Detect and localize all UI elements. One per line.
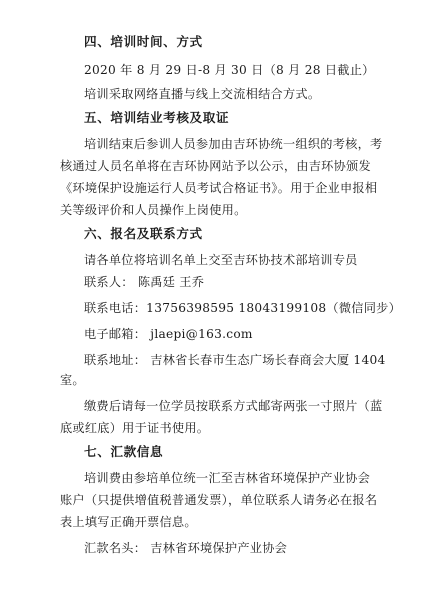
registration-intro-line: 请各单位将培训名单上交至吉环协技术部培训专员 (84, 253, 358, 267)
contact-address-line-1: 联系地址： 吉林省长春市生态广场长春商会大厦 1404 (84, 353, 386, 367)
photo-instruction-line-1: 缴费后请每一位学员按联系方式邮寄两张一寸照片（蓝 (84, 399, 383, 413)
remittance-paragraph-line-2: 账户（只提供增值税普通发票），单位联系人请务必在报名 (60, 493, 378, 507)
section-6-heading: 六、报名及联系方式 (84, 226, 203, 241)
photo-instruction-line-2: 底或红底）用于证书使用。 (60, 421, 210, 435)
assessment-paragraph-line-1: 培训结束后参训人员参加由吉环协统一组织的考核，考 (84, 137, 383, 151)
section-7-heading: 七、汇款信息 (84, 444, 164, 459)
contact-email-line: 电子邮箱： jlaepi@163.com (84, 327, 253, 341)
payee-name-line: 汇款名头： 吉林省环境保护产业协会 (84, 541, 288, 555)
contact-person-line: 联系人： 陈禹廷 王乔 (84, 275, 205, 289)
assessment-paragraph-line-4: 关等级评价和人员操作上岗使用。 (60, 203, 247, 217)
assessment-paragraph-line-3: 《环境保护设施运行人员考试合格证书》。用于企业申报相 (60, 181, 378, 195)
assessment-paragraph-line-2: 核通过人员名单将在吉环协网站予以公示，由吉环协颁发 (60, 159, 371, 173)
training-method-line: 培训采取网络直播与线上交流相结合方式。 (84, 87, 321, 101)
training-date-line: 2020 年 8 月 29 日-8 月 30 日（8 月 28 日截止） (84, 63, 375, 77)
remittance-paragraph-line-3: 表上填写正确开票信息。 (60, 515, 197, 529)
contact-address-line-2: 室。 (60, 373, 85, 387)
section-4-heading: 四、培训时间、方式 (84, 34, 203, 49)
contact-phone-line: 联系电话：13756398595 18043199108（微信同步） (84, 301, 402, 315)
section-5-heading: 五、培训结业考核及取证 (84, 110, 230, 125)
remittance-paragraph-line-1: 培训费由参培单位统一汇至吉林省环境保护产业协会 (84, 471, 371, 485)
